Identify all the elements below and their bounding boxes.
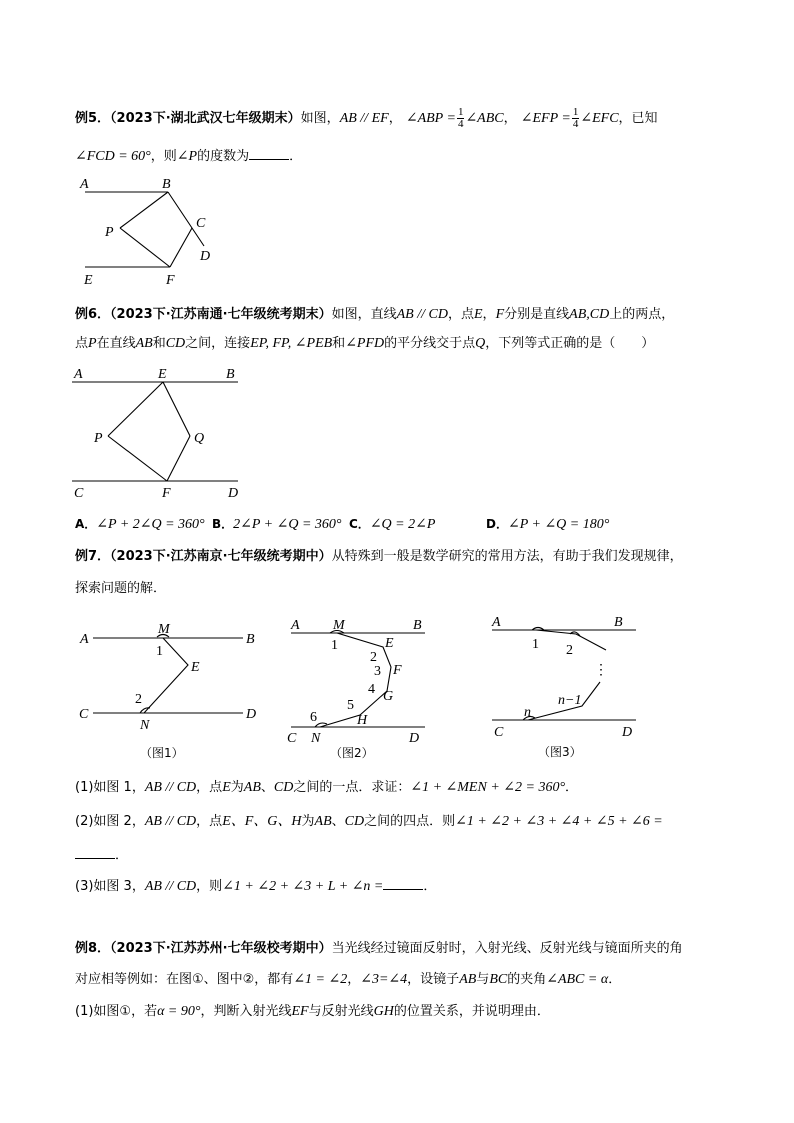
fig1-label-c: C (79, 707, 89, 722)
ex7-figure-2 (285, 615, 445, 765)
ex7-source: （2023下·江苏南京·七年级统考期中） (110, 549, 332, 564)
ex5-label-c: C (196, 216, 206, 231)
ex6-label-p: P (94, 431, 103, 446)
ex5-angle-efp: ∠EFP = (520, 111, 571, 126)
ex7-q2: (2)如图 2，AB // CD，点E、F、G、H为AB、CD之间的四点．则∠1 + ∠2 + ∠3 + ∠4 + ∠5 + ∠6 = (75, 814, 663, 829)
fig2-label-2: 2 (370, 650, 377, 665)
ex6-label-b: B (226, 367, 235, 382)
fig2-label-n: N (311, 731, 321, 746)
ex7-q1: (1)如图 1，AB // CD，点E为AB、CD之间的一点．求证：∠1 + ∠MEN + ∠2 = 360°． (75, 780, 579, 795)
fig2-label-d: D (409, 731, 420, 746)
fig1-label-m: M (158, 622, 170, 637)
ex5-frac1: $\frac{1}{4}$ (457, 106, 464, 130)
fig3-label-n: n (524, 705, 531, 720)
fig3-label-d: D (622, 725, 633, 740)
ex8-source: （2023下·江苏苏州·七年级校考期中） (110, 941, 332, 956)
ex6-label-a: A (74, 367, 83, 382)
fig1-label-e: E (191, 660, 200, 675)
ex8-line1: 例8．（2023下·江苏苏州·七年级校考期中）当光线经过镜面反射时，入射光线、反射光线与镜面所夹的角 (75, 941, 683, 956)
ex6-label-c: C (74, 486, 84, 501)
ex7-figure-3 (488, 610, 648, 765)
fig1-caption: （图1） (140, 746, 184, 760)
ex6-seg-pf (108, 436, 167, 481)
ex5-seg-pf (120, 228, 170, 267)
ex8-line2: 对应相等例如：在图①、图中②，都有∠1 = ∠2，∠3=∠4，设镜子AB与BC的夹角∠ABC = α． (75, 972, 622, 987)
ex5-source: （2023下·湖北武汉七年级期末） (110, 111, 301, 126)
fig2-label-c: C (287, 731, 297, 746)
ex5-figure (70, 170, 240, 290)
ex6-label: 例6． (75, 307, 111, 322)
ex5-label-a: A (80, 177, 89, 192)
fig2-label-h: H (357, 713, 368, 728)
ex6-label-f: F (162, 486, 171, 501)
fig3-label-1: 1 (532, 637, 539, 652)
ex5-parallel: AB // EF (339, 111, 389, 126)
fig2-label-a: A (291, 618, 300, 633)
ex6-seg-qf (167, 436, 190, 481)
ex6-figure (70, 362, 250, 502)
ex6-option-c[interactable]: C．∠Q = 2∠P (349, 517, 436, 532)
fig3-label-b: B (614, 615, 623, 630)
ex5-angle-abp: ∠ABP = (405, 111, 456, 126)
ex8-label: 例8． (75, 941, 111, 956)
fig2-label-g: G (383, 689, 394, 704)
fig1-label-n: N (140, 718, 150, 733)
ex6-label-q: Q (194, 431, 205, 446)
fig2-label-1: 1 (331, 638, 338, 653)
ex5-label-f: F (166, 273, 175, 288)
fig2-label-f: F (393, 663, 402, 678)
fig3-caption: （图3） (538, 745, 582, 759)
ex7-line2: 探索问题的解． (75, 581, 167, 596)
fig2-label-b: B (413, 618, 422, 633)
fig2-label-e: E (385, 636, 394, 651)
ex7-q3: (3)如图 3，AB // CD，则∠1 + ∠2 + ∠3 + L + ∠n = ． (75, 876, 436, 896)
fig2-label-4: 4 (368, 682, 375, 697)
ex6-label-e: E (158, 367, 167, 382)
ex7-q2-answer: ． (75, 845, 128, 865)
ex5-seg-fc (170, 228, 192, 267)
ex6-label-d: D (228, 486, 239, 501)
ex7-figure-1 (78, 615, 268, 765)
ex6-option-a[interactable]: A．∠P + 2∠Q = 360° (75, 517, 205, 532)
ex7-label: 例7． (75, 549, 111, 564)
fig2-label-3: 3 (374, 664, 381, 679)
fig1-path-men (144, 638, 188, 713)
ex5-answer-blank[interactable] (249, 146, 289, 160)
ex6-line1: 例6．（2023下·江苏南通·七年级统考期末）如图，直线AB // CD，点E，F分别是直线AB,CD上的两点， (75, 307, 675, 322)
ex5-line1: 例5．（2023下·湖北武汉七年级期末）如图，AB // EF， ∠ABP = $\frac{1}{4}$ ∠ABC， ∠EFP = $\frac{1}{4}$ ∠EFC，已知 (75, 106, 658, 130)
fig3-label-n-minus-1: n−1 (558, 693, 582, 708)
fig1-label-b: B (246, 632, 255, 647)
ex6-seg-ep (108, 382, 163, 436)
ex8-q1: (1)如图①，若α = 90°，判断入射光线EF与反射光线GH的位置关系，并说明理由． (75, 1004, 550, 1019)
fig3-label-a: A (492, 615, 501, 630)
fig3-label-dots: ⋮ (594, 663, 608, 678)
fig1-label-a: A (80, 632, 89, 647)
ex5-label-d: D (200, 249, 211, 264)
fig1-label-2: 2 (135, 692, 142, 707)
ex7-q3-blank[interactable] (383, 876, 423, 890)
fig1-label-1: 1 (156, 644, 163, 659)
ex6-line2: 点P在直线AB和CD之间，连接EP, FP, ∠PEB和∠PFD的平分线交于点Q，下列等式正确的是（ ） (75, 336, 655, 351)
ex5-seg-bp (120, 192, 168, 228)
fig2-label-m: M (333, 618, 345, 633)
ex5-line2: ∠FCD = 60°，则∠P的度数为 ． (75, 146, 302, 166)
ex5-label-p: P (105, 225, 114, 240)
fig2-caption: （图2） (330, 746, 374, 760)
ex6-option-b[interactable]: B．2∠P + ∠Q = 360° (212, 517, 342, 532)
ex5-label: 例5． (75, 111, 111, 126)
fig1-label-d: D (246, 707, 257, 722)
ex6-seg-eq (163, 382, 190, 436)
ex7-q2-blank[interactable] (75, 845, 115, 859)
ex6-source: （2023下·江苏南通·七年级统考期末） (110, 307, 332, 322)
ex5-label-e: E (84, 273, 93, 288)
fig3-label-c: C (494, 725, 504, 740)
fig3-label-2: 2 (566, 643, 573, 658)
fig2-label-6: 6 (310, 710, 317, 725)
ex7-line1: 例7．（2023下·江苏南京·七年级统考期中）从特殊到一般是数学研究的常用方法，有助于我们发现规律， (75, 549, 683, 564)
ex5-frac2: $\frac{1}{4}$ (572, 106, 579, 130)
ex6-option-d[interactable]: D．∠P + ∠Q = 180° (486, 517, 610, 532)
ex5-label-b: B (162, 177, 171, 192)
fig2-label-5: 5 (347, 698, 354, 713)
